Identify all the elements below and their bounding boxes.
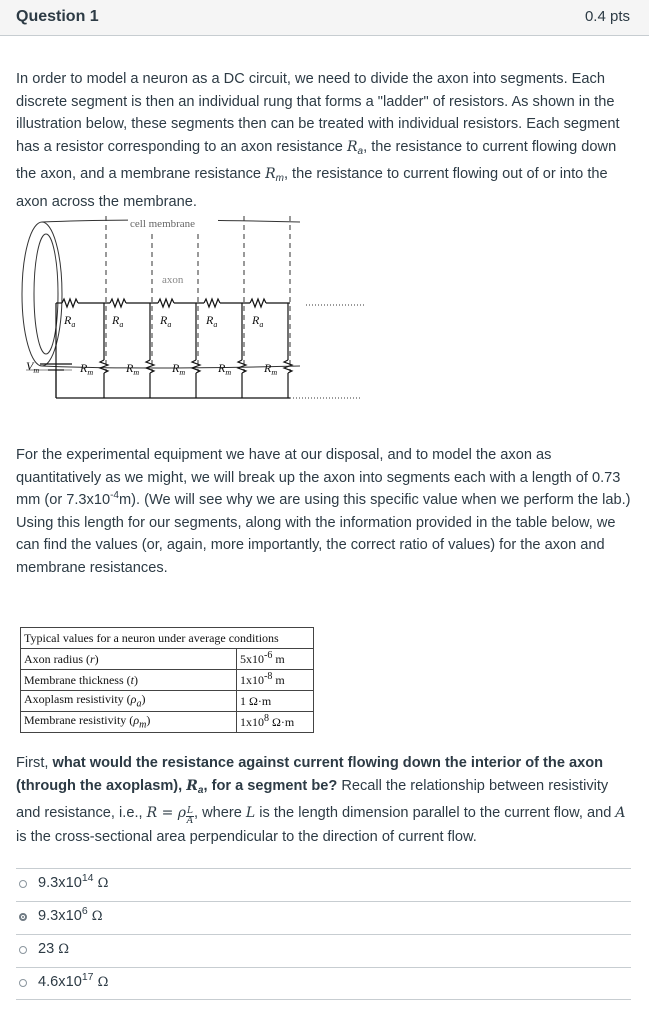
answer-option[interactable] (16, 934, 631, 967)
svg-text:Ra: $R_a$ (160, 313, 172, 329)
intro-paragraph: In order to model a neuron as a DC circuit, we need to divide the axon into segments. Each discrete segment is then an individual rung that forms a "ladder" of resistors. As shown in the illustration below, these segments then can be treated with individual resistors. Each segment has a resistor corresponding to an axon resistance $R_a$, the resistance to current flowing down the axon, and a membrane resistance $R_m$, the resistance to current flowing out of or into the axon across the membrane. (16, 71, 620, 210)
answer-label[interactable]: $4.6x10^{17}$ Ω (38, 971, 109, 990)
table-cell-label: Membrane thickness (t) (21, 670, 237, 691)
table-cell-value: $1x10^{-8}$ m (237, 670, 314, 691)
question-paragraph: First, what would the resistance against current flowing down the interior of the axon (through the axoplasm), $R_a$, for a segment be? Recall the relationship between resistivity and resistance, i.e., R = ρ $\frac{L}{A}$ , where L is the length dimension parallel to the current flow, and A is the cross-sectional area perpendicular to the direction of current flow. (16, 755, 626, 845)
radio-button-selected[interactable] (19, 913, 27, 921)
axon-label: axon (162, 274, 184, 286)
segment-dividers (106, 216, 290, 372)
axon-circuit-diagram (20, 212, 370, 407)
table-cell-value: $1x10^8$ Ω·m (237, 712, 314, 733)
table-row (21, 649, 314, 670)
svg-text:Rm: $R_m$ (126, 361, 140, 377)
vm-label: $V_m$ (26, 359, 40, 375)
svg-text:Ra: $R_a$ (252, 313, 264, 329)
table-row (21, 712, 314, 733)
question-header (0, 0, 649, 36)
answer-label[interactable]: 23 Ω (38, 941, 70, 957)
table-cell-value: $5x10^{-6}$ m (237, 649, 314, 670)
answer-option[interactable] (16, 967, 631, 1000)
answer-list (16, 868, 631, 1000)
svg-text:Rm: $R_m$ (80, 361, 94, 377)
table-caption: Typical values for a neuron under average conditions (21, 628, 314, 649)
question-points: 0.4 pts (584, 8, 630, 25)
answer-label[interactable]: $9.3x10^{14}$ Ω (38, 872, 109, 891)
radio-button[interactable] (19, 880, 27, 888)
neuron-values-table (20, 627, 314, 733)
setup-paragraph: For the experimental equipment we have at our disposal, and to model the axon as quantitatively as we might, we will break up the axon into segments each with a length of 0.73 mm (or $7.3x10^{-4}m$). (We will see why we are using this specific value when we perform the lab.) Using this length for our segments, along with the information provided in the table below, we can find the values (or, again, more importantly, the correct ratio of values) for the axon and membrane resistances. (16, 447, 631, 576)
table-cell-value: 1 Ω·m (237, 691, 314, 712)
svg-text:Ra: $R_a$ (64, 313, 76, 329)
radio-button[interactable] (19, 946, 27, 954)
table-row (21, 670, 314, 691)
formula-fraction: $\frac{L}{A}$ (186, 806, 194, 826)
axon-cylinder (22, 220, 300, 368)
answer-label[interactable]: $9.3x10^6$ Ω (38, 905, 103, 924)
cell-membrane-label: cell membrane (130, 218, 196, 230)
table-row (21, 691, 314, 712)
table-caption-row (21, 628, 314, 649)
svg-text:Rm: $R_m$ (218, 361, 232, 377)
table-cell-label: Axon radius (r) (21, 649, 237, 670)
table-cell-label: Membrane resistivity $(\rho_m)$ (21, 712, 237, 733)
answer-option[interactable] (16, 868, 631, 901)
axon-resistor-rail (56, 299, 290, 307)
ra-labels (63, 313, 263, 329)
question-title: Question 1 (16, 8, 99, 25)
table-cell-label: Axoplasm resistivity $(\rho_a)$ (21, 691, 237, 712)
svg-text:Ra: $R_a$ (206, 313, 218, 329)
answer-option[interactable] (16, 901, 631, 934)
svg-text:Ra: $R_a$ (112, 313, 124, 329)
rm-labels (79, 361, 277, 377)
svg-text:Rm: $R_m$ (172, 361, 186, 377)
svg-text:Rm: $R_m$ (264, 361, 278, 377)
radio-button[interactable] (19, 979, 27, 987)
